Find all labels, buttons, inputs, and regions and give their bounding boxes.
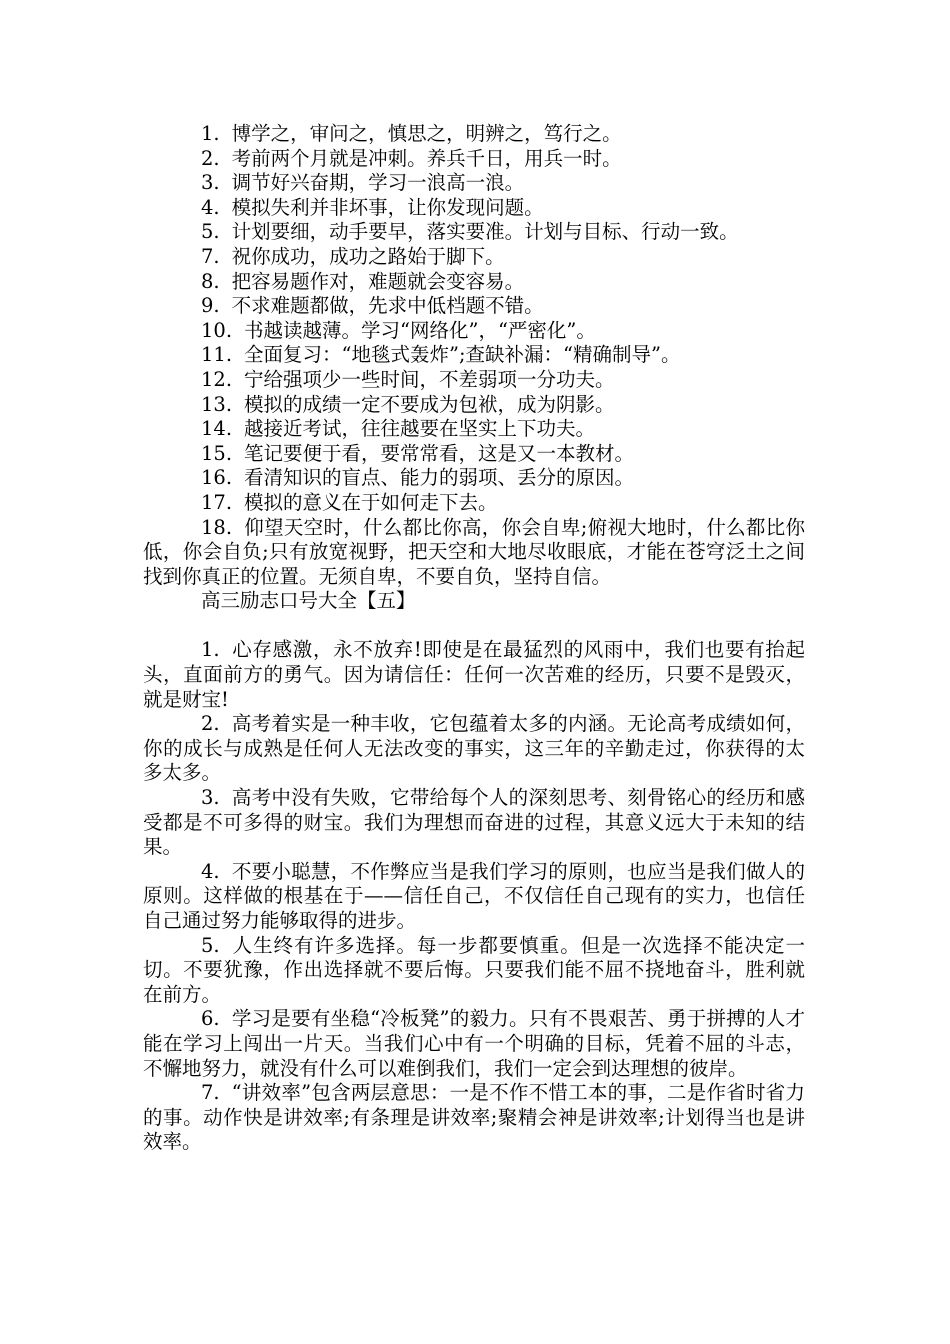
item-number: 6. bbox=[201, 1007, 220, 1031]
item-number: 4. bbox=[201, 859, 220, 883]
item-number: 2. bbox=[201, 146, 220, 170]
item-text: 考前两个月就是冲刺。养兵千日，用兵一时。 bbox=[231, 146, 622, 170]
item-text: 高考着实是一种丰收，它包蕴着太多的内涵。无论高考成绩如何，你的成长与成熟是任何人无法改变的事实，这三年的辛勤走过，你获得的太多太多。 bbox=[143, 712, 805, 785]
item-number: 10. bbox=[201, 318, 233, 342]
paragraph bbox=[143, 1081, 805, 1155]
list-item bbox=[143, 270, 805, 295]
item-text: 人生终有许多选择。每一步都要慎重。但是一次选择不能决定一切。不要犹豫，作出选择就不要后悔。只要我们能不屈不挠地奋斗，胜利就在前方。 bbox=[143, 933, 805, 1006]
paragraph bbox=[143, 1007, 805, 1081]
list-item bbox=[143, 294, 805, 319]
item-number: 16. bbox=[201, 466, 233, 490]
item-number: 17. bbox=[201, 490, 233, 514]
item-text: 模拟的成绩一定不要成为包袱，成为阴影。 bbox=[244, 392, 615, 416]
item-text: 仰望天空时，什么都比你高，你会自卑;俯视大地时，什么都比你低，你会自负;只有放宽视野，把天空和大地尽收眼底，才能在苍穹泛土之间找到你真正的位置。无须自卑，不要自负，坚持自信。 bbox=[143, 515, 805, 588]
item-number: 18. bbox=[201, 515, 233, 539]
list-item bbox=[143, 343, 805, 368]
document-body bbox=[143, 122, 805, 1155]
item-text: 心存感激，永不放弃!即使是在最猛烈的风雨中，我们也要有抬起头，直面前方的勇气。因为请信任：任何一次苦难的经历，只要不是毁灭，就是财宝! bbox=[143, 638, 805, 711]
slogan-paragraphs bbox=[143, 638, 805, 1154]
item-number: 8. bbox=[201, 269, 220, 293]
item-text: 调节好兴奋期，学习一浪高一浪。 bbox=[231, 171, 525, 195]
item-text: 模拟失利并非坏事，让你发现问题。 bbox=[231, 195, 544, 219]
section-heading: 高三励志口号大全【五】 bbox=[201, 589, 416, 613]
paragraph bbox=[143, 638, 805, 712]
item-number: 5. bbox=[201, 933, 220, 957]
paragraph-item-18 bbox=[143, 516, 805, 590]
item-number: 7. bbox=[201, 1081, 220, 1105]
item-number: 2. bbox=[201, 712, 220, 736]
item-text: 笔记要便于看，要常常看，这是又一本教材。 bbox=[244, 441, 635, 465]
list-item bbox=[143, 147, 805, 172]
item-text: 计划要细，动手要早，落实要准。计划与目标、行动一致。 bbox=[231, 220, 739, 244]
slogan-list bbox=[143, 122, 805, 516]
item-number: 3. bbox=[201, 786, 220, 810]
item-text: 高考中没有失败，它带给每个人的深刻思考、刻骨铭心的经历和感受都是不可多得的财宝。我们为理想而奋进的过程，其意义远大于未知的结果。 bbox=[143, 786, 805, 859]
list-item bbox=[143, 171, 805, 196]
list-item bbox=[143, 220, 805, 245]
item-number: 11. bbox=[201, 343, 233, 367]
item-number: 13. bbox=[201, 392, 233, 416]
item-text: 书越读越薄。学习“网络化”，“严密化”。 bbox=[244, 318, 596, 342]
item-text: 不求难题都做，先求中低档题不错。 bbox=[231, 294, 544, 318]
item-number: 1. bbox=[201, 638, 220, 662]
paragraph bbox=[143, 712, 805, 786]
blank-line bbox=[143, 614, 805, 639]
paragraph bbox=[143, 786, 805, 860]
item-text: 看清知识的盲点、能力的弱项、丢分的原因。 bbox=[244, 466, 635, 490]
paragraph bbox=[143, 860, 805, 934]
item-text: 把容易题作对，难题就会变容易。 bbox=[231, 269, 525, 293]
item-number: 4. bbox=[201, 195, 220, 219]
item-text: “讲效率”包含两层意思：一是不作不惜工本的事，二是作省时省力的事。动作快是讲效率;有条理是讲效率;聚精会神是讲效率;计划得当也是讲效率。 bbox=[143, 1081, 805, 1154]
item-number: 15. bbox=[201, 441, 233, 465]
list-item bbox=[143, 368, 805, 393]
list-item bbox=[143, 466, 805, 491]
item-text: 宁给强项少一些时间，不差弱项一分功夫。 bbox=[244, 367, 615, 391]
list-item bbox=[143, 122, 805, 147]
list-item bbox=[143, 491, 805, 516]
item-text: 祝你成功，成功之路始于脚下。 bbox=[231, 244, 505, 268]
list-item bbox=[143, 442, 805, 467]
item-number: 9. bbox=[201, 294, 220, 318]
item-number: 5. bbox=[201, 220, 220, 244]
item-text: 模拟的意义在于如何走下去。 bbox=[244, 490, 498, 514]
item-number: 3. bbox=[201, 171, 220, 195]
item-text: 学习是要有坐稳“冷板凳”的毅力。只有不畏艰苦、勇于拼搏的人才能在学习上闯出一片天。当我们心中有一个明确的目标，凭着不屈的斗志，不懈地努力，就没有什么可以难倒我们，我们一定会到达理想的彼岸。 bbox=[143, 1007, 805, 1080]
item-number: 1. bbox=[201, 122, 220, 145]
list-item bbox=[143, 196, 805, 221]
item-text: 博学之，审问之，慎思之，明辨之，笃行之。 bbox=[231, 122, 622, 145]
item-number: 14. bbox=[201, 417, 233, 441]
list-item bbox=[143, 393, 805, 418]
item-text: 全面复习：“地毯式轰炸”;查缺补漏：“精确制导”。 bbox=[244, 343, 681, 367]
list-item bbox=[143, 417, 805, 442]
item-text: 不要小聪慧，不作弊应当是我们学习的原则，也应当是我们做人的原则。这样做的根基在于——信任自己，不仅信任自己现有的实力，也信任自己通过努力能够取得的进步。 bbox=[143, 859, 805, 932]
list-item bbox=[143, 245, 805, 270]
paragraph bbox=[143, 934, 805, 1008]
item-text: 越接近考试，往往越要在坚实上下功夫。 bbox=[244, 417, 596, 441]
item-number: 7. bbox=[201, 244, 220, 268]
list-item bbox=[143, 319, 805, 344]
item-number: 12. bbox=[201, 367, 233, 391]
